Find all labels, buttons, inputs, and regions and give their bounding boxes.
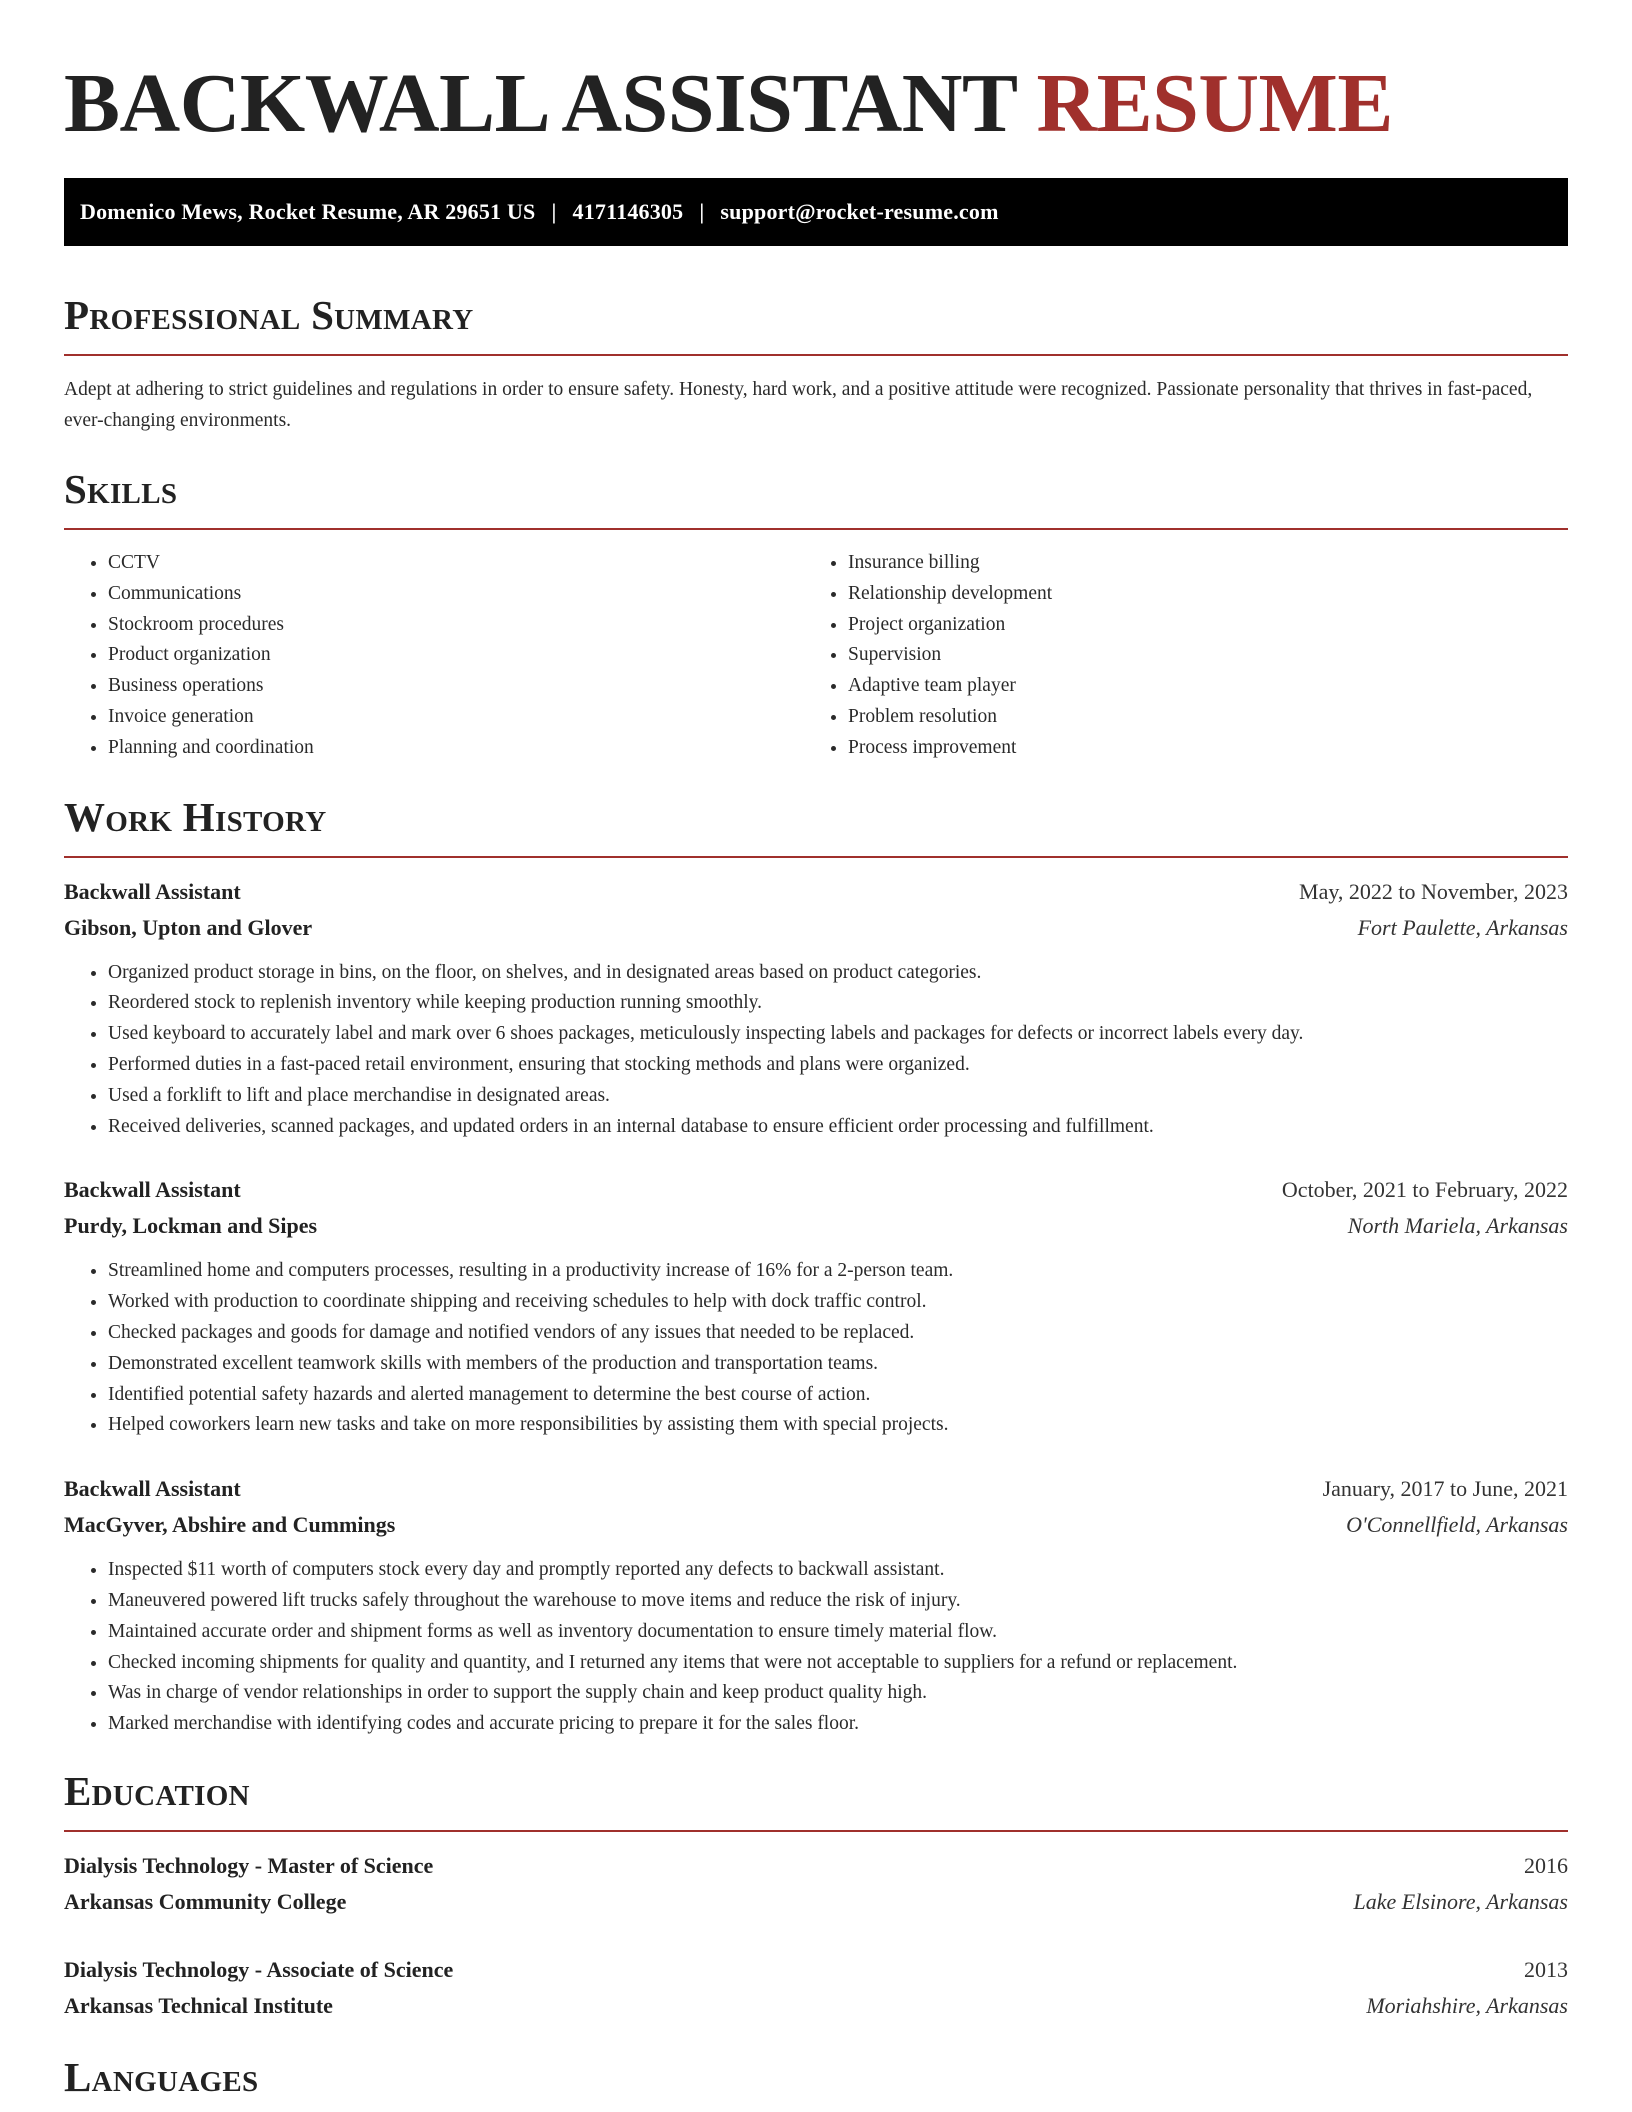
skill-item: • Project organization bbox=[848, 610, 1544, 641]
job-bullets bbox=[64, 1555, 1568, 1740]
job-dates: January, 2017 to June, 2021 bbox=[1322, 1476, 1568, 1502]
contact-bar bbox=[64, 178, 1568, 246]
title-accent: RESUME bbox=[1036, 57, 1393, 150]
job-title: Backwall Assistant bbox=[64, 878, 241, 904]
skill-item: • Communications bbox=[108, 579, 804, 610]
job-bullet: • Identified potential safety hazards and alerted management to determine the best course of action. bbox=[108, 1380, 1568, 1411]
skills-columns bbox=[64, 548, 1568, 764]
skills-heading: Skills bbox=[64, 466, 178, 512]
job-company: MacGyver, Abshire and Cummings bbox=[64, 1512, 396, 1538]
job-bullet: • Worked with production to coordinate shipping and receiving schedules to help with dock traffic control. bbox=[108, 1287, 1568, 1318]
languages-section bbox=[64, 2054, 1568, 2100]
skills-left-list bbox=[64, 548, 804, 764]
job-bullet: • Marked merchandise with identifying codes and accurate pricing to prepare it for the sales floor. bbox=[108, 1709, 1568, 1740]
summary-heading: Professional Summary bbox=[64, 292, 474, 338]
skill-item: • Planning and coordination bbox=[108, 733, 804, 764]
education-degree: Dialysis Technology - Master of Science bbox=[64, 1852, 434, 1878]
job-title: Backwall Assistant bbox=[64, 1177, 241, 1203]
job-entry bbox=[64, 1471, 1568, 1740]
contact-phone: 4171146305 bbox=[572, 199, 684, 224]
job-title: Backwall Assistant bbox=[64, 1476, 241, 1502]
skill-item: • CCTV bbox=[108, 548, 804, 579]
languages-heading: Languages bbox=[64, 2053, 259, 2100]
job-bullet: • Demonstrated excellent teamwork skills with members of the production and transportation teams. bbox=[108, 1349, 1568, 1380]
job-bullet: • Inspected $11 worth of computers stock every day and promptly reported any defects to backwall assistant. bbox=[108, 1555, 1568, 1586]
education-header-row bbox=[64, 1848, 1568, 1884]
education-location: Moriahshire, Arkansas bbox=[1366, 1992, 1568, 2018]
job-company-row bbox=[64, 910, 1568, 946]
skill-item: • Product organization bbox=[108, 640, 804, 671]
job-entry bbox=[64, 1172, 1568, 1441]
education-location: Lake Elsinore, Arkansas bbox=[1353, 1888, 1568, 1914]
skill-item: • Invoice generation bbox=[108, 702, 804, 733]
job-company-row bbox=[64, 1507, 1568, 1543]
job-bullet: • Helped coworkers learn new tasks and take on more responsibilities by assisting them with special projects. bbox=[108, 1410, 1568, 1441]
job-bullet: • Reordered stock to replenish inventory while keeping production running smoothly. bbox=[108, 988, 1568, 1019]
contact-address: Domenico Mews, Rocket Resume, AR 29651 US bbox=[80, 199, 536, 224]
job-bullet: • Checked packages and goods for damage and notified vendors of any issues that needed to be replaced. bbox=[108, 1318, 1568, 1349]
job-bullet: • Maintained accurate order and shipment forms as well as inventory documentation to ensure timely material flow. bbox=[108, 1617, 1568, 1648]
job-location: O'Connellfield, Arkansas bbox=[1346, 1512, 1568, 1538]
section-divider bbox=[64, 1830, 1568, 1832]
work-heading: Work History bbox=[64, 793, 327, 840]
job-bullet: • Streamlined home and computers processes, resulting in a productivity increase of 16% for a 2-person team. bbox=[108, 1256, 1568, 1287]
skills-section bbox=[64, 466, 1568, 764]
skill-item: • Business operations bbox=[108, 671, 804, 702]
job-header-row bbox=[64, 1172, 1568, 1208]
job-bullets bbox=[64, 1256, 1568, 1441]
job-dates: May, 2022 to November, 2023 bbox=[1299, 878, 1568, 904]
job-company: Purdy, Lockman and Sipes bbox=[64, 1213, 318, 1239]
education-year: 2013 bbox=[1524, 1956, 1568, 1982]
section-divider bbox=[64, 528, 1568, 530]
skills-right-list bbox=[804, 548, 1544, 764]
education-school: Arkansas Community College bbox=[64, 1888, 347, 1914]
skill-item: • Problem resolution bbox=[848, 702, 1544, 733]
summary-text: Adept at adhering to strict guidelines and regulations in order to ensure safety. Honesty, hard work, and a positive attitude were recognized. Passionate personality that thrives in fast-paced, ever-changing environments. bbox=[64, 379, 1533, 431]
education-school-row bbox=[64, 1884, 1568, 1920]
skill-item: • Insurance billing bbox=[848, 548, 1544, 579]
education-heading: Education bbox=[64, 1767, 250, 1814]
job-bullet: • Checked incoming shipments for quality and quantity, and I returned any items that were not acceptable to suppliers for a refund or replacement. bbox=[108, 1648, 1568, 1679]
education-school-row bbox=[64, 1988, 1568, 2024]
job-bullet: • Used a forklift to lift and place merchandise in designated areas. bbox=[108, 1081, 1568, 1112]
job-company-row bbox=[64, 1208, 1568, 1244]
job-bullet: • Organized product storage in bins, on the floor, on shelves, and in designated areas based on product categories. bbox=[108, 958, 1568, 989]
skill-item: • Process improvement bbox=[848, 733, 1544, 764]
contact-separator: | bbox=[551, 199, 557, 224]
job-location: Fort Paulette, Arkansas bbox=[1357, 914, 1568, 940]
job-bullet: • Used keyboard to accurately label and mark over 6 shoes packages, meticulously inspecting labels and packages for defects or incorrect labels every day. bbox=[108, 1019, 1568, 1050]
education-school: Arkansas Technical Institute bbox=[64, 1992, 333, 2018]
resume-title bbox=[64, 58, 1568, 150]
contact-separator: | bbox=[699, 199, 705, 224]
work-section bbox=[64, 794, 1568, 1740]
skill-item: • Supervision bbox=[848, 640, 1544, 671]
education-header-row bbox=[64, 1952, 1568, 1988]
job-location: North Mariela, Arkansas bbox=[1347, 1213, 1568, 1239]
skill-item: • Stockroom procedures bbox=[108, 610, 804, 641]
section-divider bbox=[64, 354, 1568, 356]
job-bullet: • Received deliveries, scanned packages, and updated orders in an internal database to ensure efficient order processing and fulfillment. bbox=[108, 1112, 1568, 1143]
education-section bbox=[64, 1768, 1568, 2024]
job-bullet: • Performed duties in a fast-paced retail environment, ensuring that stocking methods and plans were organized. bbox=[108, 1050, 1568, 1081]
education-year: 2016 bbox=[1524, 1852, 1568, 1878]
job-bullets bbox=[64, 958, 1568, 1143]
job-header-row bbox=[64, 874, 1568, 910]
job-company: Gibson, Upton and Glover bbox=[64, 914, 313, 940]
contact-email[interactable]: support@rocket-resume.com bbox=[720, 199, 999, 224]
summary-section bbox=[64, 292, 1568, 436]
education-entry bbox=[64, 1848, 1568, 1920]
job-header-row bbox=[64, 1471, 1568, 1507]
skill-item: • Adaptive team player bbox=[848, 671, 1544, 702]
job-bullet: • Was in charge of vendor relationships in order to support the supply chain and keep product quality high. bbox=[108, 1678, 1568, 1709]
job-entry bbox=[64, 874, 1568, 1143]
title-main: BACKWALL ASSISTANT bbox=[64, 57, 1016, 150]
education-degree: Dialysis Technology - Associate of Science bbox=[64, 1956, 454, 1982]
skill-item: • Relationship development bbox=[848, 579, 1544, 610]
job-dates: October, 2021 to February, 2022 bbox=[1281, 1177, 1568, 1203]
job-bullet: • Maneuvered powered lift trucks safely throughout the warehouse to move items and reduce the risk of injury. bbox=[108, 1586, 1568, 1617]
education-entry bbox=[64, 1952, 1568, 2024]
section-divider bbox=[64, 856, 1568, 858]
